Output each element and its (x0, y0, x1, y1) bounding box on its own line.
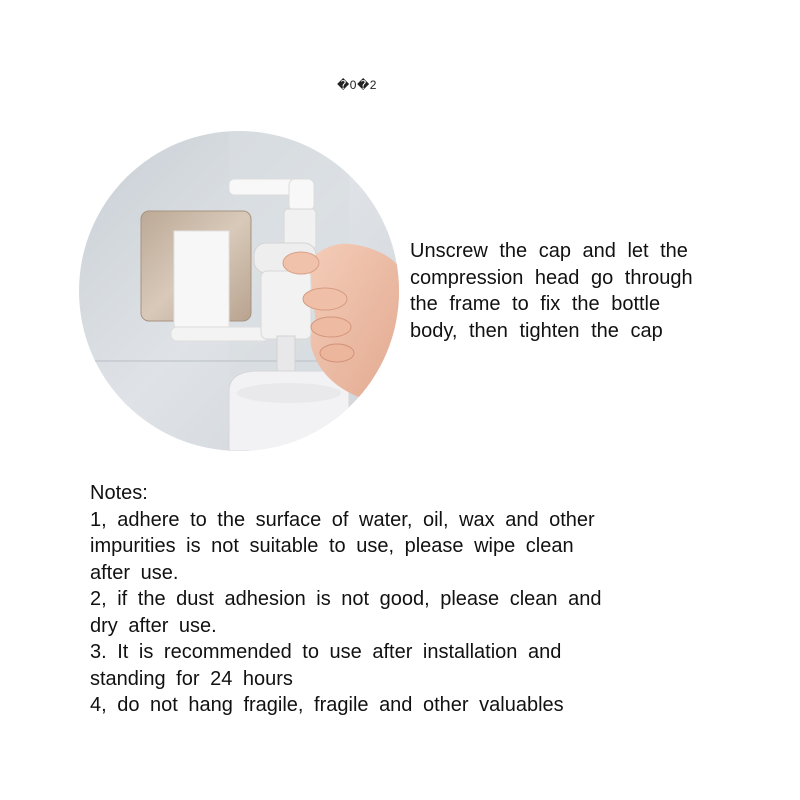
install-caption (410, 238, 750, 344)
notes-line: 4, do not hang fragile, fragile and other valuables (90, 694, 564, 716)
hand-installing-pump-bottle-icon (79, 131, 399, 451)
header-label: �0�2 (337, 78, 377, 92)
notes-line: 3. It is recommended to use after installation and (90, 641, 562, 663)
notes-title: Notes: (90, 482, 148, 504)
notes-section (90, 480, 740, 719)
caption-line: the frame to fix the bottle (410, 293, 661, 315)
notes-line: standing for 24 hours (90, 667, 293, 690)
notes-line: after use. (90, 561, 179, 584)
caption-line: body, then tighten the cap (410, 319, 663, 342)
caption-line: compression head go through (410, 266, 693, 289)
notes-line: dry after use. (90, 614, 217, 637)
caption-line: Unscrew the cap and let the (410, 240, 688, 262)
notes-line: 1, adhere to the surface of water, oil, wax and other (90, 508, 595, 531)
notes-line: 2, if the dust adhesion is not good, please clean and (90, 588, 602, 610)
product-photo (79, 131, 399, 451)
notes-line: impurities is not suitable to use, please wipe clean (90, 535, 574, 557)
